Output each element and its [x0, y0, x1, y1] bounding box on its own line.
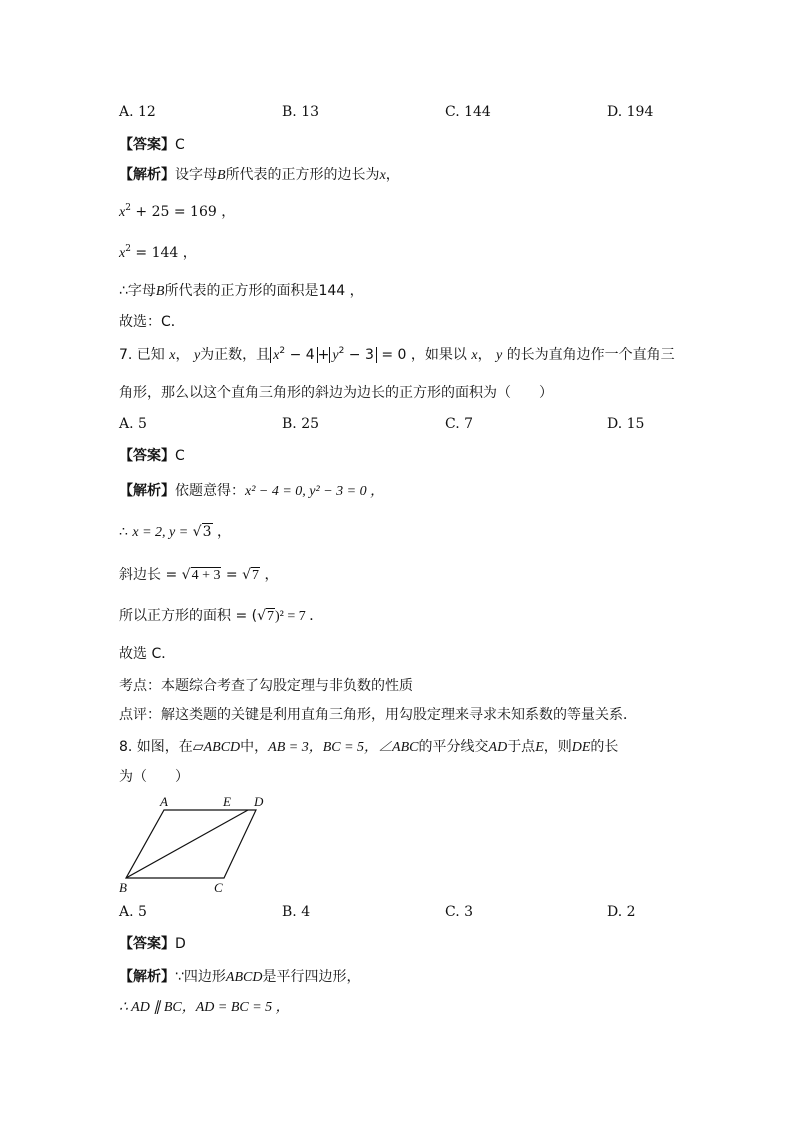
stem-text-3: 的长为直角边作一个直角三: [506, 347, 675, 363]
sqrt-radicand: 7: [252, 568, 260, 583]
var-b: B: [217, 168, 226, 183]
area-label: 所以正方形的面积 = (: [119, 608, 258, 624]
answer-label: 【答案】: [119, 936, 175, 952]
eq-sign: =: [225, 567, 238, 583]
concl-text: ∴字母: [119, 283, 156, 299]
q8-option-c: C. 3: [445, 904, 474, 920]
ab-value: AB = 3，: [268, 740, 323, 755]
sqrt-symbol: √: [192, 524, 202, 540]
abs-exp: 2: [279, 346, 286, 356]
eq-zero: = 0 ，如果以: [381, 347, 467, 363]
seg-de: DE: [571, 740, 591, 755]
q7-solution-xy: [119, 523, 231, 542]
analysis-label: 【解析】: [119, 969, 175, 985]
q7-stem-line-2: 角形，那么以这个直角三角形的斜边为边长的正方形的面积为（ ）: [119, 385, 553, 401]
abs-rest: − 4: [289, 347, 315, 363]
label-c: C: [214, 880, 223, 895]
abs-exp: 2: [338, 346, 345, 356]
q6-equation-2: [119, 244, 197, 263]
parallelogram-symbol: ▱: [192, 739, 204, 755]
q8-stem-line-2: 为（ ）: [119, 769, 189, 785]
sqrt-symbol: √: [242, 567, 252, 583]
analysis-text-2: 是平行四边形，: [262, 969, 361, 985]
angle-abc: ∠ABC: [378, 740, 419, 755]
q7-analysis: [119, 482, 384, 501]
q6-conclusion: [119, 282, 364, 301]
stem-text: 7. 已知: [119, 347, 165, 363]
bc-value: BC = 5，: [322, 740, 379, 755]
sqrt-radicand: 4 + 3: [191, 568, 221, 583]
answer-value: C: [175, 137, 185, 153]
area-end: )² = 7 ．: [275, 609, 324, 624]
label-d: D: [254, 794, 264, 809]
quad-name: ABCD: [203, 740, 241, 755]
sqrt-symbol: √: [257, 608, 267, 624]
stem-text-6: 的长: [590, 739, 619, 755]
label-b: B: [119, 880, 127, 895]
abs-var: x: [273, 348, 280, 363]
q6-option-b: B. 13: [282, 104, 320, 120]
eq-var: x: [119, 205, 126, 220]
eq-var: x: [119, 246, 126, 261]
q7-area: [119, 607, 323, 626]
stem-text-4: 于点: [507, 739, 536, 755]
stem-text-5: ，则: [543, 739, 572, 755]
var-x: x: [169, 348, 176, 363]
q6-choice: 故选：C．: [119, 314, 185, 330]
q7-hypotenuse: [119, 566, 278, 585]
answer-label: 【答案】: [119, 448, 175, 464]
q8-option-b: B. 4: [282, 904, 311, 920]
seg-ad: AD: [488, 740, 508, 755]
eq-exp: 2: [125, 244, 131, 254]
q6-analysis: [119, 166, 400, 185]
var-b: B: [155, 284, 165, 299]
var-x: x: [379, 168, 386, 183]
var-y: y: [496, 348, 503, 363]
parallelogram-figure: [116, 792, 286, 896]
answer-label: 【答案】: [119, 137, 175, 153]
point-e: E: [535, 740, 544, 755]
answer-value: D: [175, 936, 186, 952]
sqrt-radicand: 3: [202, 524, 212, 540]
analysis-text: 依题意得：: [175, 483, 245, 499]
hyp-label: 斜边长 =: [119, 567, 178, 583]
q6-option-c: C. 144: [445, 104, 491, 120]
because-symbol: ∵: [175, 969, 184, 985]
sol-text: x = 2, y =: [132, 525, 189, 540]
q8-option-a: A. 5: [119, 904, 147, 920]
var-y: y: [193, 348, 201, 363]
plus-sign: +: [317, 347, 330, 363]
q6-option-a: A. 12: [119, 104, 156, 120]
analysis-line-2-text: ∴ AD ∥ BC，AD = BC = 5 ，: [119, 1000, 290, 1015]
eq-rest: = 144 ，: [135, 245, 197, 261]
stem-text-2: 为正数，且: [200, 347, 271, 363]
q8-answer: [119, 935, 186, 953]
therefore-symbol: ∴: [119, 524, 128, 540]
sqrt-symbol: √: [181, 567, 191, 583]
label-e: E: [223, 794, 231, 809]
analysis-text-2: 所代表的正方形的边长为: [225, 167, 380, 183]
label-a: A: [160, 794, 168, 809]
analysis-text: 四边形: [183, 969, 226, 985]
var-x: x: [471, 348, 478, 363]
q7-stem-line-1: 7. 已知 x， y为正数，且 $x^2 - 4 + y^2 - 3 = 0$ ，如果以 x， y 的长为直角边作一个直角三: [119, 346, 675, 363]
q7-option-c: C. 7: [445, 416, 474, 432]
q7-kaodian: 考点：本题综合考查了勾股定理与非负数的性质: [119, 678, 413, 694]
quad-name: ABCD: [225, 970, 263, 985]
q8-stem-line-1: [119, 738, 618, 757]
q8-option-d: D. 2: [607, 904, 636, 920]
abs-value-1: [270, 347, 318, 363]
q6-equation-1: [119, 203, 235, 222]
punct: ，: [216, 524, 231, 540]
bisector-be: [126, 810, 248, 878]
eq-rest: + 25 = 169 ，: [135, 204, 236, 220]
analysis-label: 【解析】: [119, 483, 175, 499]
concl-text-2: 所代表的正方形的面积是144 ，: [164, 283, 364, 299]
abs-var: y: [332, 348, 339, 363]
q8-analysis-line-2: [119, 998, 290, 1017]
q8-analysis: [119, 968, 360, 987]
punct: ，: [264, 567, 279, 583]
analysis-equation: x² − 4 = 0, y² − 3 = 0 ，: [245, 484, 385, 499]
q7-option-d: D. 15: [607, 416, 645, 432]
punct: ，: [385, 167, 400, 183]
q6-option-d: D. 194: [607, 104, 654, 120]
analysis-text: 设字母: [175, 167, 217, 183]
answer-value: C: [175, 448, 185, 464]
q7-answer: [119, 447, 185, 465]
sqrt-radicand: 7: [267, 609, 275, 624]
q7-choice: 故选 C．: [119, 646, 176, 662]
q7-option-a: A. 5: [119, 416, 147, 432]
abs-value-2: [329, 347, 377, 363]
q7-dianping: 点评：解这类题的关键是利用直角三角形，用勾股定理来寻求未知系数的等量关系．: [119, 707, 637, 723]
stem-text-3: 的平分线交: [418, 739, 489, 755]
q6-answer: [119, 136, 185, 154]
analysis-label: 【解析】: [119, 167, 175, 183]
abs-rest: − 3: [348, 347, 374, 363]
stem-text: 8. 如图，在: [119, 739, 193, 755]
eq-exp: 2: [125, 203, 131, 213]
q7-option-b: B. 25: [282, 416, 320, 432]
stem-text-2: 中，: [240, 739, 269, 755]
